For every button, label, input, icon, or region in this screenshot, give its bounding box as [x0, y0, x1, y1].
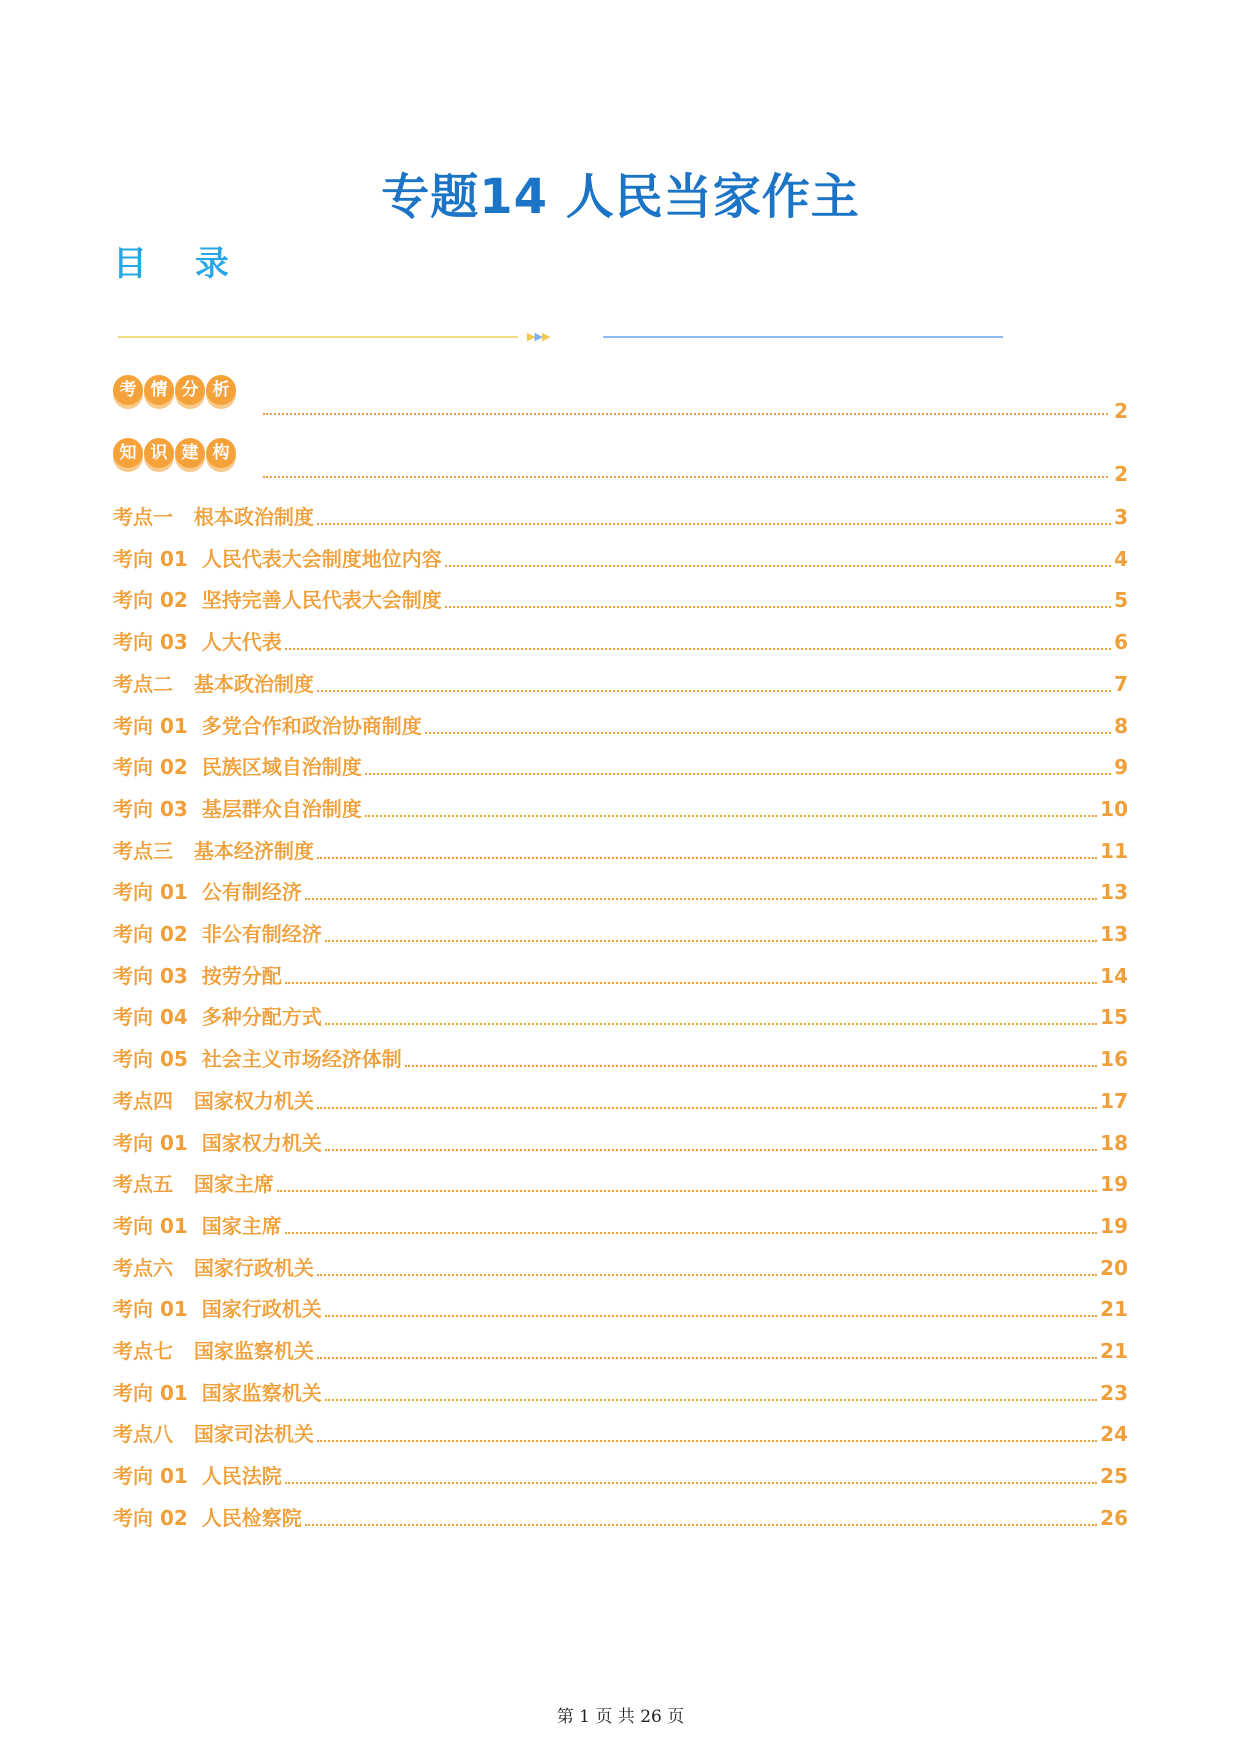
toc-page-number: 3 — [1114, 505, 1128, 529]
toc-entry[interactable] — [113, 1209, 1128, 1239]
dot-leader — [317, 1357, 1097, 1359]
dot-leader — [263, 413, 1108, 415]
dot-leader — [285, 982, 1097, 984]
badge-char: 构 — [206, 438, 236, 468]
section-badge — [113, 438, 236, 468]
toc-page-number: 17 — [1100, 1089, 1128, 1113]
toc-page-number: 10 — [1100, 797, 1128, 821]
dot-leader — [305, 1524, 1097, 1526]
toc-entry-label: 考点二 基本政治制度 — [113, 672, 314, 696]
toc-page-number: 18 — [1100, 1131, 1128, 1155]
toc-entry-label: 考向 02 民族区域自治制度 — [113, 755, 362, 779]
dot-leader — [317, 1107, 1097, 1109]
dot-leader — [365, 773, 1111, 775]
toc-entry[interactable] — [113, 1000, 1128, 1030]
badge-char: 建 — [175, 438, 205, 468]
dot-leader — [285, 648, 1111, 650]
toc-entry[interactable] — [113, 1167, 1128, 1197]
toc-entry-label: 考向 01 国家监察机关 — [113, 1381, 322, 1405]
dot-leader — [365, 815, 1097, 817]
divider-left-line — [118, 336, 518, 338]
toc-entry[interactable] — [113, 750, 1128, 780]
arrow-icons — [527, 330, 549, 344]
dot-leader — [317, 1440, 1097, 1442]
badge-char: 知 — [113, 438, 143, 468]
dot-leader — [277, 1190, 1097, 1192]
page-title: 专题14 人民当家作主 — [381, 169, 860, 225]
toc-page-number: 19 — [1100, 1172, 1128, 1196]
toc-entry[interactable] — [113, 959, 1128, 989]
toc-entry[interactable] — [113, 667, 1128, 697]
toc-page-number: 14 — [1100, 964, 1128, 988]
arrow-icon: ▶ — [534, 330, 542, 343]
toc-page-number: 6 — [1114, 630, 1128, 654]
toc-page-number: 5 — [1114, 588, 1128, 612]
toc-entry-label: 考点八 国家司法机关 — [113, 1422, 314, 1446]
toc-entry-label: 考向 04 多种分配方式 — [113, 1005, 322, 1029]
toc-page-number: 16 — [1100, 1047, 1128, 1071]
toc-entry[interactable] — [113, 1084, 1128, 1114]
toc-entry[interactable] — [113, 625, 1128, 655]
toc-entry-label: 考向 03 按劳分配 — [113, 964, 282, 988]
badge-char: 识 — [144, 438, 174, 468]
toc-entry-label: 考向 01 国家主席 — [113, 1214, 282, 1238]
toc-page-number: 23 — [1100, 1381, 1128, 1405]
toc-entry[interactable] — [113, 1126, 1128, 1156]
dot-leader — [263, 476, 1108, 478]
badge-char: 析 — [206, 375, 236, 405]
arrow-icon: ▶ — [541, 330, 550, 343]
toc-entry[interactable] — [113, 917, 1128, 947]
dot-leader — [285, 1482, 1097, 1484]
dot-leader — [317, 1274, 1097, 1276]
toc-entry-label: 考点四 国家权力机关 — [113, 1089, 314, 1113]
page-footer: 第 1 页 共 26 页 — [556, 1707, 685, 1727]
toc-badge-entry[interactable] — [113, 438, 1128, 494]
dot-leader — [317, 690, 1111, 692]
toc-entry[interactable] — [113, 834, 1128, 864]
toc-page-number: 11 — [1100, 839, 1128, 863]
toc-page-number: 25 — [1100, 1464, 1128, 1488]
toc-entry[interactable] — [113, 583, 1128, 613]
dot-leader — [325, 1399, 1097, 1401]
toc-entry-label: 考向 01 国家行政机关 — [113, 1297, 322, 1321]
toc-entry[interactable] — [113, 1251, 1128, 1281]
toc-entry-label: 考点六 国家行政机关 — [113, 1256, 314, 1280]
toc-page-number: 24 — [1100, 1422, 1128, 1446]
toc-entry[interactable] — [113, 1459, 1128, 1489]
dot-leader — [285, 1232, 1097, 1234]
toc-page-number: 7 — [1114, 672, 1128, 696]
dot-leader — [325, 940, 1097, 942]
dot-leader — [317, 857, 1097, 859]
toc-heading: 目 录 — [113, 244, 247, 284]
toc-page-number: 19 — [1100, 1214, 1128, 1238]
toc-entry-label: 考向 02 非公有制经济 — [113, 922, 322, 946]
dot-leader — [445, 606, 1111, 608]
badge-char: 分 — [175, 375, 205, 405]
toc-page-number: 20 — [1100, 1256, 1128, 1280]
badge-char: 情 — [144, 375, 174, 405]
toc-page-number: 4 — [1114, 547, 1128, 571]
dot-leader — [325, 1315, 1097, 1317]
toc-entry[interactable] — [113, 709, 1128, 739]
toc-entry[interactable] — [113, 1042, 1128, 1072]
badge-char: 考 — [113, 375, 143, 405]
toc-page-number: 21 — [1100, 1339, 1128, 1363]
toc-entry-label: 考向 01 人民代表大会制度地位内容 — [113, 547, 442, 571]
toc-entry[interactable] — [113, 1376, 1128, 1406]
toc-entry-label: 考点一 根本政治制度 — [113, 505, 314, 529]
toc-page-number: 9 — [1114, 755, 1128, 779]
toc-entry-label: 考点五 国家主席 — [113, 1172, 274, 1196]
dot-leader — [325, 1023, 1097, 1025]
section-badge — [113, 375, 236, 405]
toc-entry-label: 考向 01 多党合作和政治协商制度 — [113, 714, 422, 738]
toc-entry-label: 考点七 国家监察机关 — [113, 1339, 314, 1363]
arrow-icon: ▶ — [527, 330, 535, 343]
toc-page-number: 2 — [1114, 462, 1128, 486]
toc-page-number: 2 — [1114, 399, 1128, 423]
toc-entry-label: 考向 01 国家权力机关 — [113, 1131, 322, 1155]
toc-entry[interactable] — [113, 500, 1128, 530]
toc-badge-entry[interactable] — [113, 375, 1128, 431]
dot-leader — [325, 1149, 1097, 1151]
toc-entry-label: 考向 01 公有制经济 — [113, 880, 302, 904]
dot-leader — [405, 1065, 1097, 1067]
toc-entry-label: 考向 01 人民法院 — [113, 1464, 282, 1488]
dot-leader — [425, 732, 1111, 734]
toc-entry-label: 考向 02 人民检察院 — [113, 1506, 302, 1530]
toc-entry[interactable] — [113, 1417, 1128, 1447]
toc-entry-label: 考向 03 基层群众自治制度 — [113, 797, 362, 821]
toc-page-number: 13 — [1100, 880, 1128, 904]
toc-entry[interactable] — [113, 1334, 1128, 1364]
toc-page-number: 8 — [1114, 714, 1128, 738]
dot-leader — [445, 565, 1111, 567]
toc-page-number: 26 — [1100, 1506, 1128, 1530]
toc-entry-label: 考向 03 人大代表 — [113, 630, 282, 654]
dot-leader — [305, 898, 1097, 900]
toc-page-number: 15 — [1100, 1005, 1128, 1029]
toc-entry[interactable] — [113, 792, 1128, 822]
dot-leader — [317, 523, 1111, 525]
divider-right-line — [603, 336, 1003, 338]
toc-page-number: 13 — [1100, 922, 1128, 946]
toc-page-number: 21 — [1100, 1297, 1128, 1321]
toc-entry-label: 考点三 基本经济制度 — [113, 839, 314, 863]
toc-entry[interactable] — [113, 1501, 1128, 1531]
toc-entry-label: 考向 02 坚持完善人民代表大会制度 — [113, 588, 442, 612]
decorative-divider — [118, 330, 1003, 344]
toc-entry-label: 考向 05 社会主义市场经济体制 — [113, 1047, 402, 1071]
toc-entry[interactable] — [113, 542, 1128, 572]
toc-entry[interactable] — [113, 875, 1128, 905]
toc-entry[interactable] — [113, 1292, 1128, 1322]
